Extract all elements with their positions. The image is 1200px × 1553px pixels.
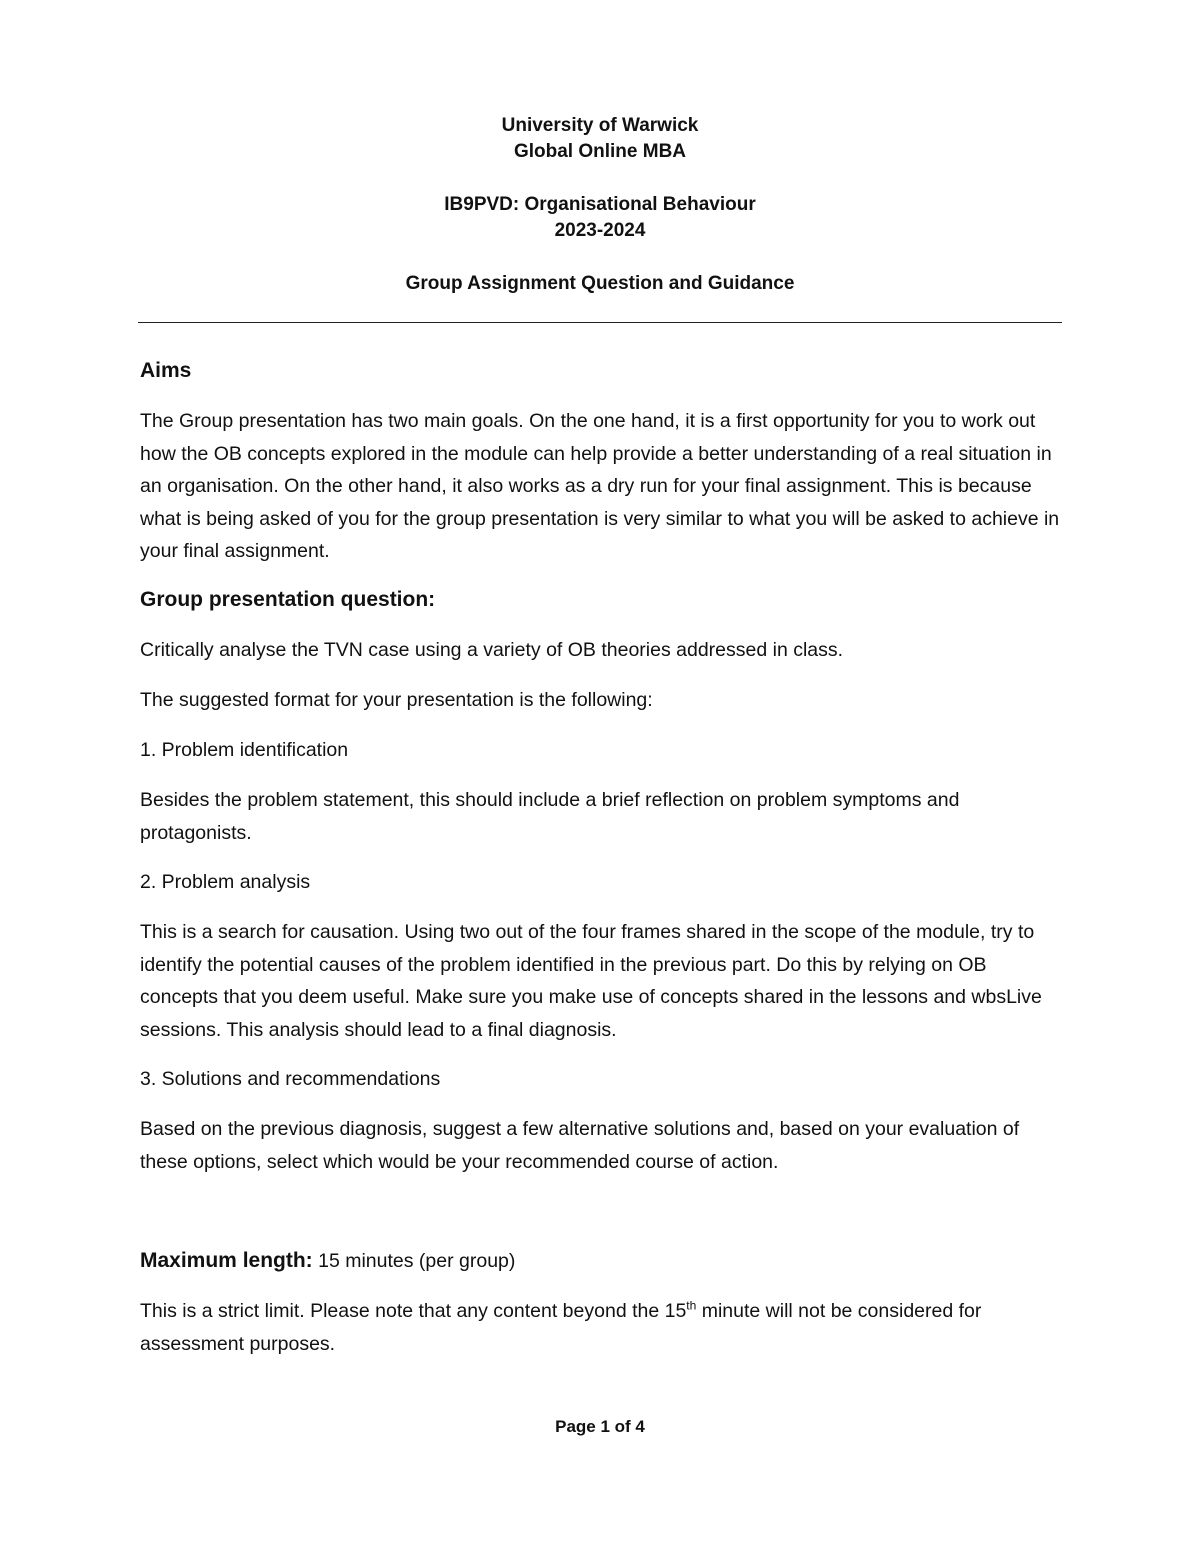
length-note-start: This is a strict limit. Please note that any content beyond the 15	[140, 1300, 687, 1322]
max-length-label: Maximum length:	[140, 1249, 313, 1272]
aims-heading: Aims	[140, 359, 192, 382]
section-1-title: 1. Problem identification	[140, 739, 349, 761]
section-1-body: Besides the problem statement, this should include a brief reflection on problem symptoms and protagonists.	[140, 789, 960, 844]
academic-year: 2023-2024	[554, 220, 646, 241]
length-note-end: minute will not be considered for assessment purposes.	[140, 1300, 982, 1355]
question-heading: Group presentation question:	[140, 588, 436, 611]
module-title: IB9PVD: Organisational Behaviour	[444, 194, 756, 215]
length-note	[140, 1295, 1070, 1360]
section-3-title: 3. Solutions and recommendations	[140, 1068, 441, 1090]
header-divider	[138, 322, 1062, 323]
length-note-superscript: th	[686, 1298, 697, 1313]
page-number: Page 1 of 4	[555, 1417, 645, 1436]
format-intro: The suggested format for your presentation is the following:	[140, 689, 653, 711]
section-2-title: 2. Problem analysis	[140, 871, 311, 893]
max-length-value: 15 minutes (per group)	[318, 1250, 516, 1272]
programme-name: Global Online MBA	[513, 141, 687, 162]
section-2-body: This is a search for causation. Using two out of the four frames shared in the scope of the module, try to identify the potential causes of the problem identified in the previous part. Do this by relying on OB concepts that you deem useful. Make sure you make use of concepts shared in the lessons and wbsLive sessions. This analysis should lead to a final diagnosis.	[140, 921, 1042, 1041]
document-title: Group Assignment Question and Guidance	[405, 273, 795, 294]
aims-paragraph: The Group presentation has two main goals. On the one hand, it is a first opportunity for you to work out how the OB concepts explored in the module can help provide a better understanding of a real situation in an organisation. On the other hand, it also works as a dry run for your final assignment. This is because what is being asked of you for the group presentation is very similar to what you will be asked to achieve in your final assignment.	[140, 410, 1060, 563]
max-length-line	[140, 1245, 1070, 1278]
university-name: University of Warwick	[501, 115, 699, 136]
section-3-body: Based on the previous diagnosis, suggest a few alternative solutions and, based on your evaluation of these options, select which would be your recommended course of action.	[140, 1118, 1020, 1173]
question-text: Critically analyse the TVN case using a variety of OB theories addressed in class.	[140, 639, 844, 661]
